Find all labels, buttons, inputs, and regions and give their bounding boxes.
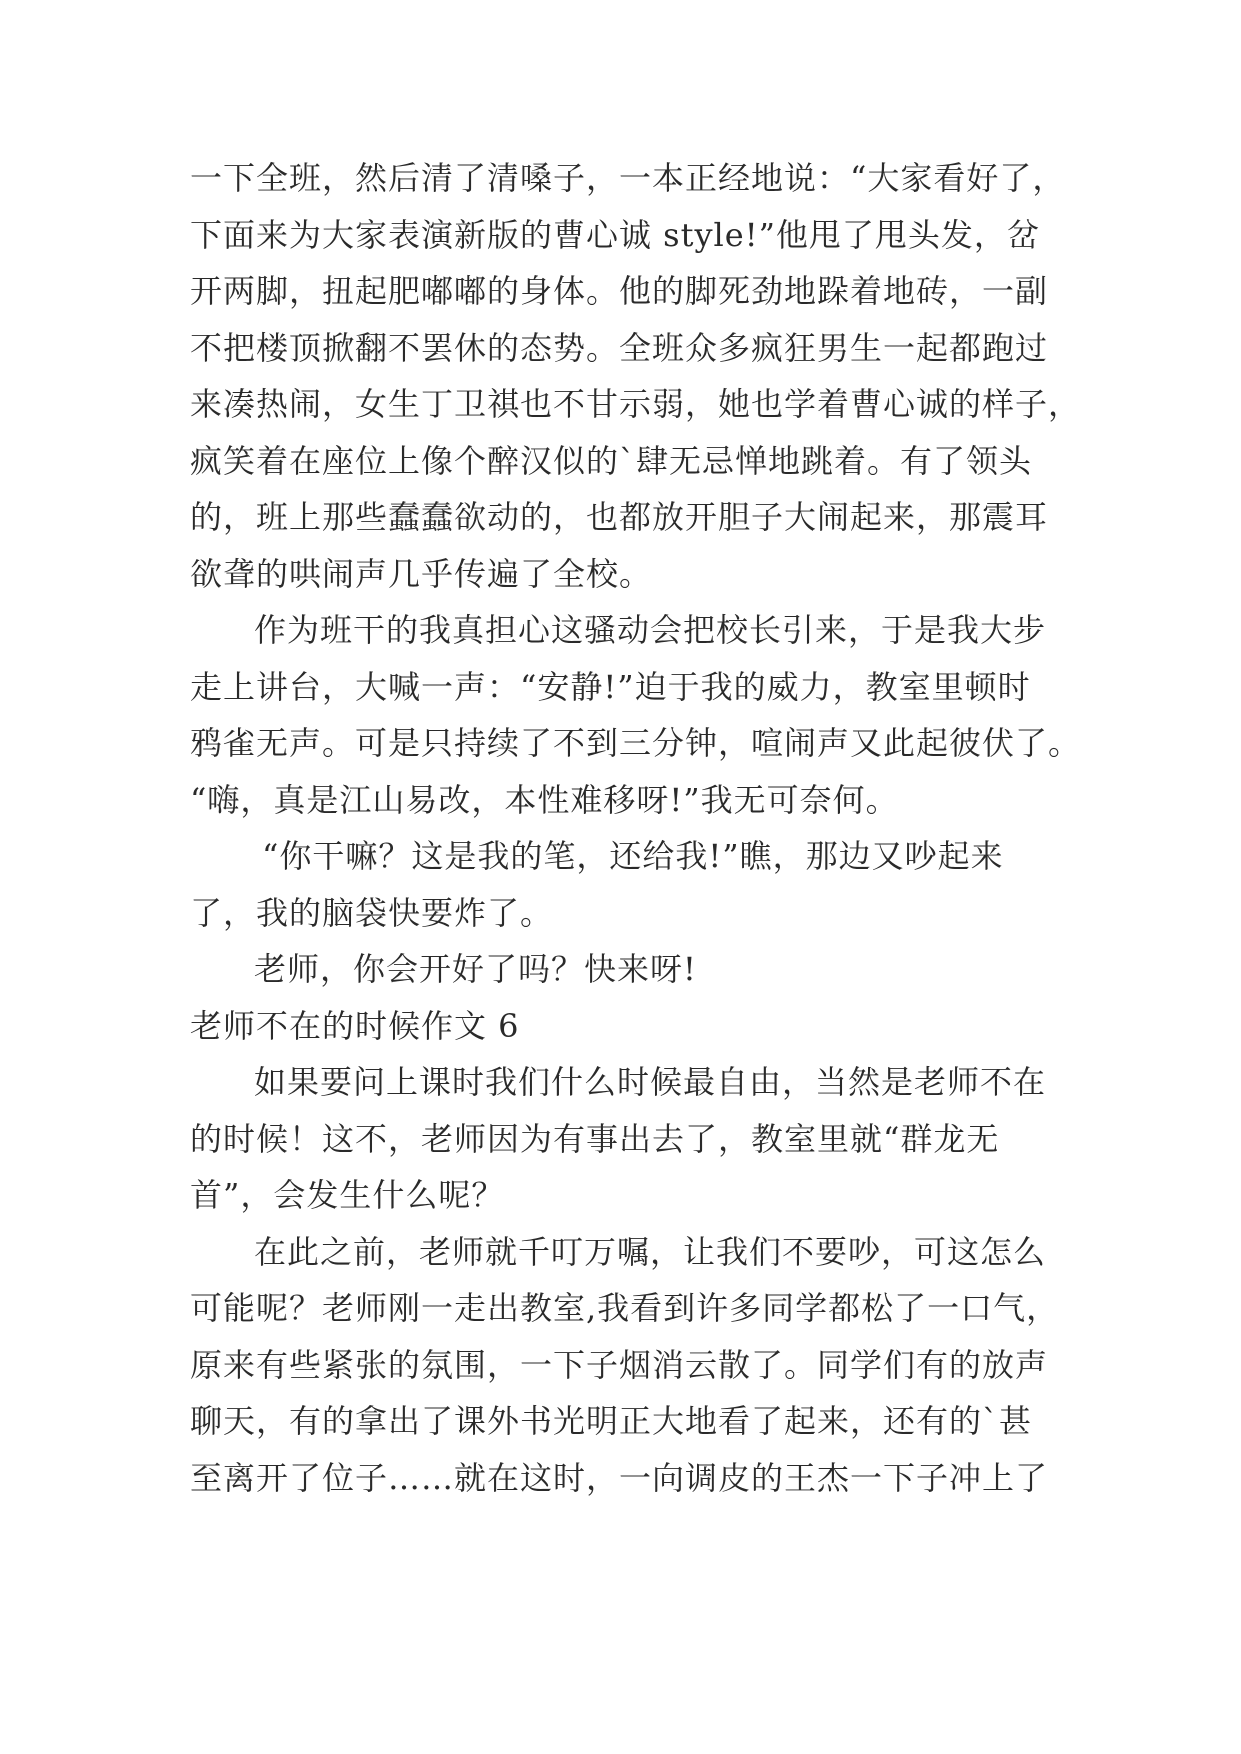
text-line: 不把楼顶掀翻不罢休的态势。全班众多疯狂男生一起都跑过 bbox=[190, 328, 1049, 367]
essay-title: 老师不在的时候作文 6 bbox=[190, 1006, 520, 1045]
text-line: 了，我的脑袋快要炸了。 bbox=[190, 893, 554, 932]
text-line: 至离开了位子……就在这时，一向调皮的王杰一下子冲上了 bbox=[190, 1458, 1049, 1497]
text-line: 一下全班，然后清了清嗓子，一本正经地说：“大家看好了， bbox=[190, 159, 1066, 197]
text-line: 鸦雀无声。可是只持续了不到三分钟，喧闹声又此起彼伏了。 bbox=[190, 724, 1082, 762]
text-line: 的时候！这不，老师因为有事出去了，教室里就“群龙无 bbox=[190, 1119, 1000, 1158]
text-line: 首”，会发生什么呢？ bbox=[190, 1176, 505, 1214]
paragraph-start-line: 如果要问上课时我们什么时候最自由，当然是老师不在 bbox=[254, 1063, 1047, 1101]
paragraph-start-line: 在此之前，老师就千叮万嘱，让我们不要吵，可这怎么 bbox=[254, 1232, 1047, 1271]
text-line: 来凑热闹，女生丁卫祺也不甘示弱，她也学着曹心诚的样子， bbox=[190, 385, 1082, 423]
text-line: 欲聋的哄闹声几乎传遍了全校。 bbox=[190, 554, 653, 593]
text-line: “嗨，真是江山易改，本性难移呀!”我无可奈何。 bbox=[190, 780, 899, 819]
text-line: 走上讲台，大喊一声：“安静!”迫于我的威力，教室里顿时 bbox=[190, 667, 1031, 706]
document-page bbox=[190, 150, 1082, 1506]
text-line: 可能呢？老师刚一走出教室,我看到许多同学都松了一口气， bbox=[190, 1289, 1060, 1327]
text-line: 的，班上那些蠢蠢欲动的，也都放开胆子大闹起来，那震耳 bbox=[190, 498, 1049, 536]
paragraph-start-line: 作为班干的我真担心这骚动会把校长引来，于是我大步 bbox=[254, 611, 1047, 649]
paragraph-start-line: 老师，你会开好了吗？快来呀! bbox=[254, 950, 697, 988]
text-line: 聊天，有的拿出了课外书光明正大地看了起来，还有的`甚 bbox=[190, 1402, 1033, 1440]
text-line: 原来有些紧张的氛围，一下子烟消云散了。同学们有的放声 bbox=[190, 1345, 1049, 1384]
text-line: 开两脚，扭起肥嘟嘟的身体。他的脚死劲地跺着地砖，一副 bbox=[190, 272, 1049, 310]
text-line: 下面来为大家表演新版的曹心诚 style!”他甩了甩头发，岔 bbox=[190, 215, 1040, 254]
paragraph-start-line: “你干嘛？这是我的笔，还给我!”瞧，那边又吵起来 bbox=[262, 837, 1004, 875]
text-line: 疯笑着在座位上像个醉汉似的`肆无忌惮地跳着。有了领头 bbox=[190, 441, 1033, 480]
